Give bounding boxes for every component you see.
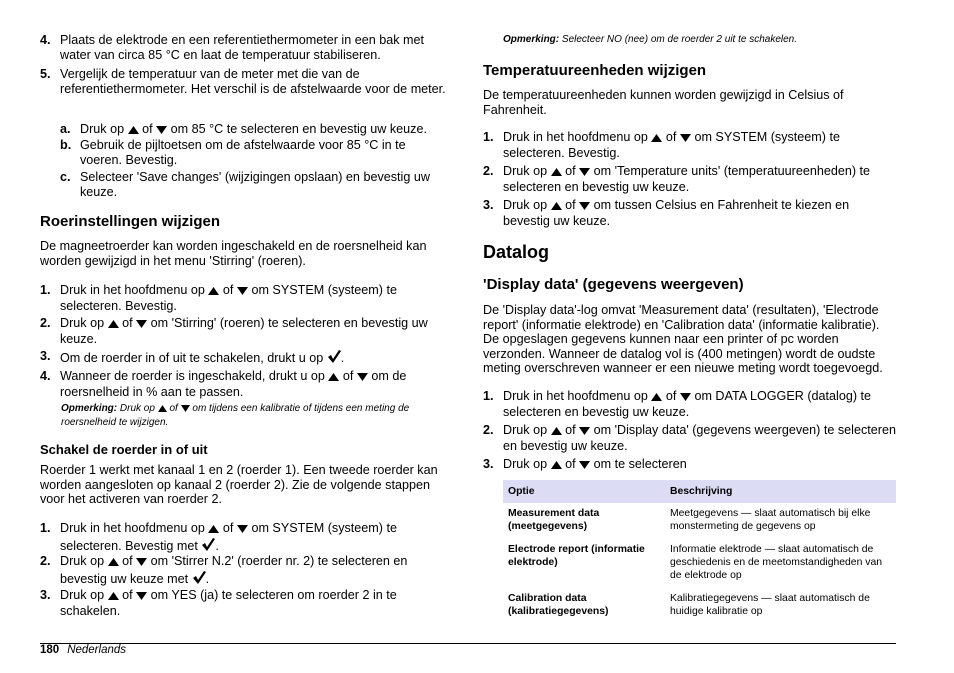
arrow-up-icon	[651, 131, 662, 146]
arrow-down-icon	[579, 424, 590, 439]
list-item: 2. Druk op of om 'Stirrer N.2' (roerder nr. 2) te selecteren en bevestig uw keuze met .	[40, 554, 408, 586]
table-cell-option: Electrode report (informatie elektrode)	[508, 544, 645, 568]
note: Opmerking: Druk op of om tijdens een kalibratie of tijdens een meting de roersnelheid te wijzigen.	[61, 403, 410, 428]
arrow-up-icon	[551, 424, 562, 439]
list-item: 1. Druk in het hoofdmenu op of om SYSTEM (systeem) te selecteren. Bevestig.	[40, 283, 397, 313]
list-item: 1. Druk in het hoofdmenu op of om SYSTEM (systeem) te selecteren. Bevestig met .	[40, 521, 397, 553]
checkmark-icon	[201, 537, 215, 555]
list-item: 2. Druk op of om 'Stirring' (roeren) te selecteren en bevestig uw keuze.	[40, 316, 428, 346]
arrow-up-icon	[108, 589, 119, 604]
footer-language: Nederlands	[67, 644, 127, 656]
section-heading: Temperatuureenheden wijzigen	[483, 62, 707, 79]
table-cell-option: Calibration data (kalibratiegegevens)	[508, 593, 609, 617]
arrow-down-icon	[579, 199, 590, 214]
list-item: 1. Druk in het hoofdmenu op of om SYSTEM (systeem) te selecteren. Bevestig.	[483, 130, 840, 160]
paragraph: Roerder 1 werkt met kanaal 1 en 2 (roerder 1). Een tweede roerder kan worden aangesloten op kanaal 2 (roerder 2). Zie de volgende stappen voor het activeren van roerder 2.	[40, 463, 438, 507]
arrow-down-icon	[237, 522, 248, 537]
paragraph: De magneetroerder kan worden ingeschakeld en de roersnelheid kan worden gewijzigd in het menu 'Stirring' (roeren).	[40, 239, 427, 268]
arrow-up-icon	[551, 199, 562, 214]
page-footer	[40, 643, 126, 657]
section-heading: Roerinstellingen wijzigen	[40, 213, 221, 230]
arrow-down-icon	[136, 317, 147, 332]
section-heading: 'Display data' (gegevens weergeven)	[483, 276, 744, 293]
paragraph: De temperatuureenheden kunnen worden gewijzigd in Celsius of Fahrenheit.	[483, 88, 844, 117]
arrow-down-icon	[680, 131, 691, 146]
arrow-up-icon	[108, 317, 119, 332]
arrow-up-icon	[551, 165, 562, 180]
column-header: Optie	[503, 480, 665, 503]
table-cell-description: Informatie elektrode — slaat automatisch de geschiedenis en de meetomstandigheden van de elektrode op	[670, 544, 883, 581]
arrow-up-icon	[551, 458, 562, 473]
list-item: 2. Druk op of om 'Temperature units' (temperatuureenheden) te selecteren en bevestig uw keuze.	[483, 164, 871, 194]
arrow-up-icon	[208, 522, 219, 537]
chapter-heading: Datalog	[483, 242, 550, 262]
table-cell-option: Measurement data (meetgegevens)	[508, 508, 600, 532]
page-number: 180	[40, 644, 60, 656]
paragraph: De 'Display data'-log omvat 'Measurement data' (resultaten), 'Electrode report' (informatie elektrode) en 'Calibration data' (informatie kalibratie). De opgeslagen gegevens kunnen naar een printer of pc worden verzonden. Wanneer de datalog vol is (400 metingen) wordt de oudste meting overschreven wanneer er een nieuwe meting wordt toegevoegd.	[483, 303, 883, 376]
list-item: 3. Druk op of om YES (ja) te selecteren om roerder 2 in te schakelen.	[40, 588, 397, 618]
arrow-up-icon	[651, 390, 662, 405]
table-row	[503, 503, 896, 539]
checkmark-icon	[327, 349, 341, 367]
table-row	[503, 539, 896, 588]
list-item: c. Selecteer 'Save changes' (wijzigingen opslaan) en bevestig uw keuze.	[60, 170, 430, 199]
list-item: 4. Plaats de elektrode en een referentiethermometer in een bak met water van circa 85 °C en laat de temperatuur stabiliseren.	[40, 33, 425, 62]
subsection-heading: Schakel de roerder in of uit	[40, 442, 208, 457]
arrow-down-icon	[579, 165, 590, 180]
note: Opmerking: Selecteer NO (nee) om de roerder 2 uit te schakelen.	[503, 34, 798, 45]
arrow-down-icon	[680, 390, 691, 405]
list-item: 3. Om de roerder in of uit te schakelen, drukt u op .	[40, 349, 345, 365]
table-row	[503, 588, 896, 624]
arrow-down-icon	[136, 589, 147, 604]
table-header-row	[503, 480, 896, 503]
arrow-up-icon	[208, 284, 219, 299]
arrow-down-icon	[357, 370, 368, 385]
list-item: 5. Vergelijk de temperatuur van de meter met die van de referentiethermometer. Het verschil is de afstelwaarde voor de meter.	[40, 67, 446, 96]
table-cell-description: Meetgegevens — slaat automatisch bij elke monstermeting de gegevens op	[670, 508, 871, 532]
column-header: Beschrijving	[665, 480, 896, 503]
arrow-up-icon	[328, 370, 339, 385]
arrow-up-icon	[108, 555, 119, 570]
list-item: 3. Druk op of om te selecteren	[483, 457, 687, 471]
arrow-down-icon	[579, 458, 590, 473]
table-cell-description: Kalibratiegegevens — slaat automatisch de huidige kalibratie op	[670, 593, 870, 617]
arrow-down-icon	[156, 123, 167, 138]
options-table	[503, 480, 896, 624]
list-item: 4. Wanneer de roerder is ingeschakeld, drukt u op of om de roersnelheid in % aan te passen.	[40, 369, 407, 399]
list-item: 2. Druk op of om 'Display data' (gegevens weergeven) te selecteren en bevestig uw keuze.	[483, 423, 896, 453]
list-item: 3. Druk op of om tussen Celsius en Fahrenheit te kiezen en bevestig uw keuze.	[483, 198, 850, 228]
arrow-up-icon	[158, 404, 167, 417]
footer-divider	[40, 643, 896, 644]
arrow-down-icon	[237, 284, 248, 299]
arrow-up-icon	[128, 123, 139, 138]
arrow-down-icon	[181, 404, 190, 417]
list-item: a. Druk op of om 85 °C te selecteren en bevestig uw keuze.	[60, 122, 427, 136]
list-item: b. Gebruik de pijltoetsen om de afstelwaarde voor 85 °C in te voeren. Bevestig.	[60, 138, 406, 167]
checkmark-icon	[192, 570, 206, 588]
list-item: 1. Druk in het hoofdmenu op of om DATA LOGGER (datalog) te selecteren en bevestig uw keuze.	[483, 389, 872, 419]
arrow-down-icon	[136, 555, 147, 570]
